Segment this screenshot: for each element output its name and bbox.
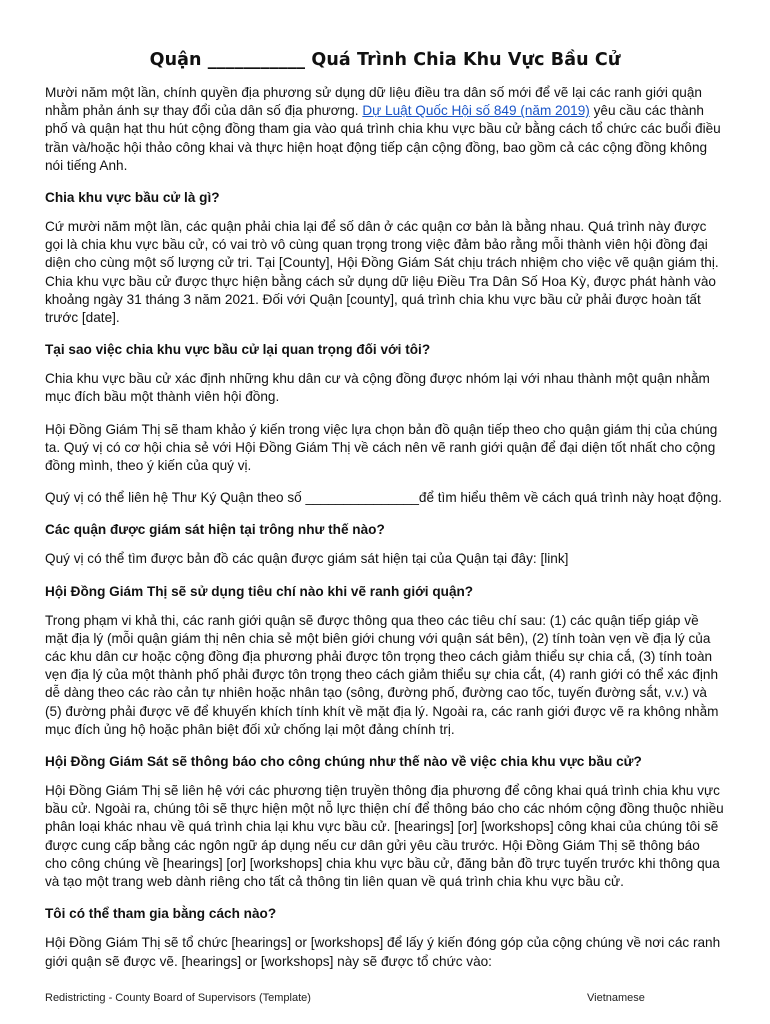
page-title: Quận ___________ Quá Trình Chia Khu Vực Bầu Cử (149, 50, 621, 70)
intro-text-before: Mười năm một lần, chính quyền địa phương sử dụng dữ liệu điều tra dân số mới để vẽ lại các ranh giới quận nhằm phản ánh sự thay đổi của dân số địa phương. (45, 85, 702, 119)
section-heading-what-is-redistricting: Chia khu vực bầu cử là gì? (45, 190, 220, 206)
section-heading-public-notice: Hội Đồng Giám Sát sẽ thông báo cho công chúng như thế nào về việc chia khu vực bầu cử? (45, 754, 642, 770)
section-heading-why-important: Tại sao việc chia khu vực bầu cử lại quan trọng đối với tôi? (45, 342, 431, 358)
intro-text-after: yêu cầu các thành phố và quận hạt thu hút cộng đồng tham gia vào quá trình chia khu vực bầu cử bằng cách tổ chức các buổi điều trần và/hoặc hội thảo công khai và thực hiện hoạt động tiếp cận cộng đồng, bao gồm cả các cộng đồng không nói tiếng Anh. (45, 103, 721, 173)
section-paragraph: Quý vị có thể tìm được bản đồ các quận được giám sát hiện tại của Quận tại đây: [link] (45, 551, 569, 567)
section-paragraph: Cứ mười năm một lần, các quận phải chia lại để số dân ở các quận cơ bản là bằng nhau. Quá trình này được gọi là chia khu vực bầu cử, có vai trò vô cùng quan trọng trong việc đảm bảo rằng mỗi thành viên hội đồng đại diện cho cùng một số lượng cử tri. Tại [County], Hội Đồng Giám Sát chịu trách nhiệm cho việc vẽ quận giám thị. Chia khu vực bầu cử được thực hiện bằng cách sử dụng dữ liệu Điều Tra Dân Số Hoa Kỳ, được phát hành vào khoảng ngày 31 tháng 3 năm 2021. Đối với Quận [county], quá trình chia khu vực bầu cử phải được hoàn tất trước [date]. (45, 219, 719, 326)
section-paragraph: Chia khu vực bầu cử xác định những khu dân cư và cộng đồng được nhóm lại với nhau thành một quận nhằm mục đích bầu một thành viên hội đồng. (45, 371, 710, 405)
page-footer (45, 992, 725, 1004)
document-body (45, 50, 725, 985)
section-heading-criteria: Hội Đồng Giám Thị sẽ sử dụng tiêu chí nào khi vẽ ranh giới quận? (45, 583, 474, 599)
section-paragraph: Quý vị có thể liên hệ Thư Ký Quận theo số _______________để tìm hiểu thêm về cách quá trình này hoạt động. (45, 490, 722, 506)
footer-left-text: Redistricting - County Board of Supervisors (Template) (45, 992, 311, 1004)
section-paragraph: Hội Đồng Giám Thị sẽ liên hệ với các phương tiện truyền thông địa phương để công khai quá trình chia khu vực bầu cử. Ngoài ra, chúng tôi sẽ thực hiện một nỗ lực thiện chí để thông báo cho các nhóm cộng đồng thuộc nhiều phân loại khác nhau về quá trình chia lại khu vực bầu cử. [hearings] [or] [workshops] công khai của chúng tôi sẽ được cung cấp bằng các ngôn ngữ áp dụng nếu cư dân gửi yêu cầu trước. Hội Đồng Giám Thị sẽ thông báo cho công chúng về [hearings] [or] [workshops] chia khu vực bầu cử, đăng bản đồ trực tuyến trước khi thông qua và tạo một trang web dành riêng cho tất cả thông tin liên quan về quá trình chia khu vực bầu cử. (45, 783, 724, 890)
section-heading-participate: Tôi có thể tham gia bằng cách nào? (45, 906, 277, 922)
section-heading-current-districts: Các quận được giám sát hiện tại trông như thế nào? (45, 522, 385, 538)
footer-language: Vietnamese (587, 992, 645, 1004)
intro-paragraph (45, 84, 725, 175)
section-paragraph: Hội Đồng Giám Thị sẽ tổ chức [hearings] or [workshops] để lấy ý kiến đóng góp của cộng chúng về nơi các ranh giới quận sẽ được vẽ. [hearings] or [workshops] này sẽ được tổ chức vào: (45, 935, 721, 969)
section-paragraph: Hội Đồng Giám Thị sẽ tham khảo ý kiến trong việc lựa chọn bản đồ quận tiếp theo cho quận giám thị của chúng ta. Quý vị có cơ hội chia sẻ với Hội Đồng Giám Thị về cách nên vẽ ranh giới quận để đại diện tốt nhất cho cộng đồng mình, theo ý kiến của quý vị. (45, 421, 718, 474)
section-paragraph: Trong phạm vi khả thi, các ranh giới quận sẽ được thông qua theo các tiêu chí sau: (1) các quận tiếp giáp về mặt địa lý (mỗi quận giám thị nên chia sẻ một biên giới chung với quận sát bên), (2) tính toàn vẹn về địa lý của các khu dân cư hoặc cộng đồng địa phương phải được tôn trọng theo cách giảm thiểu sự chia cắ, (3) tính toàn vẹn địa lý của một thành phố phải được tôn trọng theo cách giảm thiểu sự chia cắt, (4) ranh giới có thể xác định dễ dàng theo các rào cản tự nhiên hoặc nhân tạo (sông, đường phố, đường cao tốc, tuyến đường sắt, v.v.) và (5) đường phải được vẽ để khuyến khích tính khít về mặt địa lý. Ngoài ra, các ranh giới được vẽ ra không nhằm mục đích ủng hộ hoặc phân biệt đối xử chống lại một đảng chính trị. (45, 612, 719, 737)
law-link[interactable]: Dự Luật Quốc Hội số 849 (năm 2019) (362, 103, 590, 119)
